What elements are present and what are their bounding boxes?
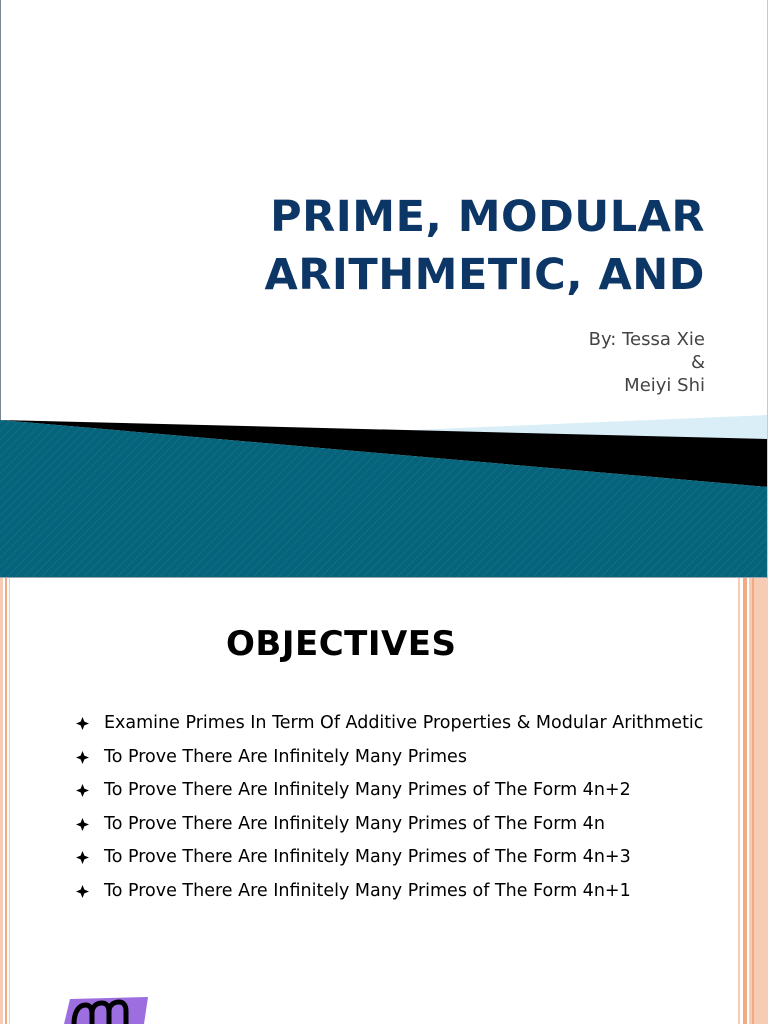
byline-line-2: & <box>690 352 705 373</box>
author-byline <box>405 328 705 397</box>
diamond-bullet-icon <box>76 818 89 831</box>
list-item <box>74 707 714 741</box>
list-item <box>74 875 714 909</box>
byline-line-1: By: Tessa Xie <box>588 329 705 350</box>
list-item-text: To Prove There Are Infinitely Many Primes <box>104 746 467 767</box>
right-stripe-4 <box>752 578 754 1024</box>
objectives-heading: OBJECTIVES <box>226 624 457 664</box>
list-item-text: To Prove There Are Infinitely Many Primes of The Form 4n <box>104 813 605 834</box>
objectives-list <box>74 707 714 908</box>
title-line-1: PRIME, MODULAR <box>270 192 705 242</box>
byline-line-3: Meiyi Shi <box>624 375 705 396</box>
diamond-bullet-icon <box>76 751 89 764</box>
list-item <box>74 741 714 775</box>
list-item-text: To Prove There Are Infinitely Many Primes of The Form 4n+1 <box>104 880 631 901</box>
decorative-banner <box>0 405 768 578</box>
left-stripe-inner <box>5 578 7 1024</box>
right-stripe-1 <box>738 578 740 1024</box>
diamond-bullet-icon <box>76 784 89 797</box>
list-item-text: Examine Primes In Term Of Additive Properties & Modular Arithmetic <box>104 713 704 733</box>
objectives-slide <box>0 578 768 1024</box>
right-stripe-2 <box>743 578 747 1024</box>
list-item <box>74 841 714 875</box>
slide-title <box>185 188 705 304</box>
hand-logo-icon <box>60 993 155 1024</box>
list-item <box>74 808 714 842</box>
diamond-bullet-icon <box>76 885 89 898</box>
list-item <box>74 774 714 808</box>
list-item-text: To Prove There Are Infinitely Many Primes of The Form 4n+2 <box>104 780 631 800</box>
list-item-text: To Prove There Are Infinitely Many Primes of The Form 4n+3 <box>104 847 631 867</box>
left-stripe-thin <box>9 578 10 1024</box>
title-line-2: ARITHMETIC, AND <box>264 250 705 300</box>
diamond-bullet-icon <box>76 717 89 730</box>
diamond-bullet-icon <box>76 851 89 864</box>
left-stripe-outer <box>0 578 3 1024</box>
